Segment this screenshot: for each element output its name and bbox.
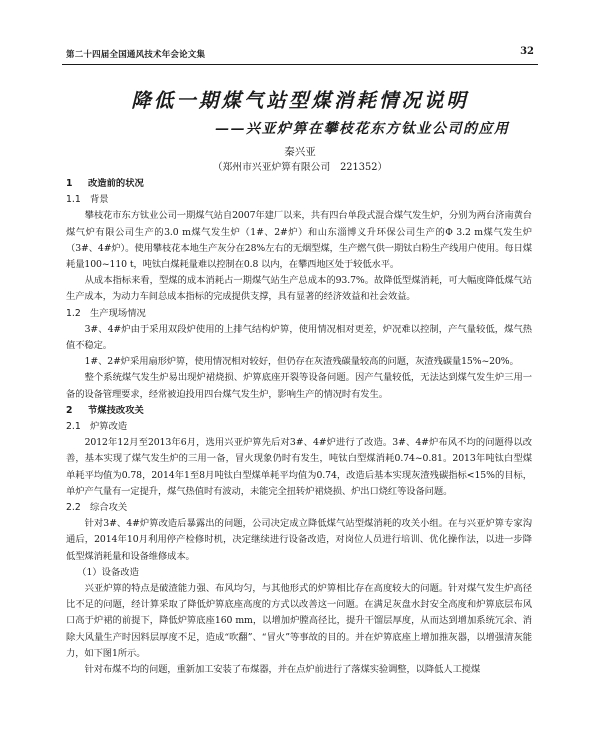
subsubsection-title: 设备改造 xyxy=(101,566,139,578)
paragraph: 攀枝花市东方钛业公司一期煤气站自2007年建厂以来，共有四台单段式混合煤气发生炉，分别为两台济南黄台煤气炉有限公司生产的3.0 m煤气发生炉（1#、2#炉）和山东淄博义升环保公司生产的Φ 3.2 m煤气发生炉（3#、4#炉）。使用攀枝花本地生产灰分在28%左右的无烟型煤，生产燃气供一期钛白粉生产线用户使用。每日煤耗量100~110 t，吨钛白煤耗量难以控制在0.8 以内，在攀西地区处于较低水平。 xyxy=(66,210,532,271)
article-body xyxy=(66,176,532,678)
subsection-number: 2.1 xyxy=(66,421,81,433)
subsection-title: 生产现场情况 xyxy=(90,307,146,319)
subsection-heading xyxy=(66,306,532,322)
paragraph: 兴亚炉箅的特点是破渣能力强、布风均匀，与其他形式的炉箅相比存在高度较大的问题。针对煤气发生炉高径比不足的问题，经计算采取了降低炉箅底座高度的方式以改善这一问题。在满足灰盘水封安全高度和炉箅底层布风口高于炉裙的前提下，降低炉箅底座160 mm，以增加炉膛高径比，提升干馏层厚度，从而达到增加系统冗余、消除大风量生产时因料层厚度不足，造成“吹翻”、“冒火”等事故的目的。并在炉箅底座上增加推灰器，以增强清灰能力，如下图1所示。 xyxy=(66,583,532,659)
subsection-number: 1.2 xyxy=(66,307,81,319)
section-number: 1 xyxy=(66,178,73,189)
paragraph: 整个系统煤气发生炉易出现炉裙烧损、炉箅底座开裂等设备问题。因产气量较低，无法达到煤气发生炉三用一备的设备管理要求，经常被迫投用四台煤气发生炉，影响生产的情况时有发生。 xyxy=(66,372,532,400)
section-heading xyxy=(66,176,532,192)
page-number: 32 xyxy=(520,46,534,57)
subsection-title: 综合攻关 xyxy=(90,502,128,514)
paragraph: 2012年12月至2013年6月，选用兴亚炉箅先后对3#、4#炉进行了改造。3#、4#炉布风不均的问题得以改善，基本实现了煤气发生炉的三用一备，冒火现象仍时有发生，吨钛白型煤消耗0.74~0.81。2013年吨钛白型煤单耗平均值为0.78，2014年1至8月吨钛白型煤单耗平均值为0.74，改造后基本实现灰渣残碳指标<15%的目标，单炉产气量有一定提升，煤气热值时有波动，未能完全扭转炉裙烧损、炉出口烧红等设备问题。 xyxy=(66,437,532,497)
paragraph: 1#、2#炉采用扇形炉箅，使用情况相对较好，但仍存在灰渣残碳量较高的问题，灰渣残碳量15%~20%。 xyxy=(84,356,519,368)
affiliation: （郑州市兴亚炉箅有限公司 221352） xyxy=(212,162,388,173)
article-subtitle: ——兴亚炉箅在攀枝花东方钛业公司的应用 xyxy=(215,121,510,137)
header-rule xyxy=(62,64,538,65)
running-head: 第二十四届全国通风技术年会论文集 xyxy=(66,50,206,60)
subsection-number: 1.1 xyxy=(66,194,81,206)
section-title: 改造前的状况 xyxy=(88,178,144,189)
subsection-title: 背景 xyxy=(90,194,109,206)
subsubsection-heading xyxy=(66,565,532,581)
section-number: 2 xyxy=(66,404,73,416)
subsection-heading xyxy=(66,419,532,435)
subsection-heading xyxy=(66,500,532,516)
article-title: 降低一期煤气站型煤消耗情况说明 xyxy=(131,89,469,112)
paragraph: 从成本指标来看，型煤的成本消耗占一期煤气站生产总成本的93.7%。故降低型煤消耗，可大幅度降低煤气站生产成本，为动力车间总成本指标的完成提供支撑，具有显著的经济效益和社会效益。 xyxy=(66,275,532,303)
subsection-heading xyxy=(66,192,532,208)
subsection-number: 2.2 xyxy=(66,502,81,514)
paragraph: 针对3#、4#炉箅改造后暴露出的问题，公司决定成立降低煤气站型煤消耗的攻关小组。在与兴亚炉箅专家沟通后，2014年10月利用停产检修时机，决定继续进行设备改造，对岗位人员进行培训、优化操作法，以进一步降低型煤消耗量和设备维修成本。 xyxy=(66,518,532,562)
paragraph: 3#、4#炉由于采用双段炉使用的上排气结构炉箅，使用情况相对更差，炉况难以控制，产气量较低，煤气热值不稳定。 xyxy=(66,323,532,352)
section-title: 节煤技改攻关 xyxy=(88,404,144,416)
subsection-title: 炉箅改造 xyxy=(90,421,128,433)
author: 秦兴亚 xyxy=(284,146,316,158)
section-heading xyxy=(66,403,532,419)
paragraph: 针对布煤不均的问题，重新加工安装了布煤器，并在点炉前进行了落煤实验调整，以降低人工搅煤 xyxy=(84,664,481,676)
subsubsection-number: （1） xyxy=(77,566,102,578)
